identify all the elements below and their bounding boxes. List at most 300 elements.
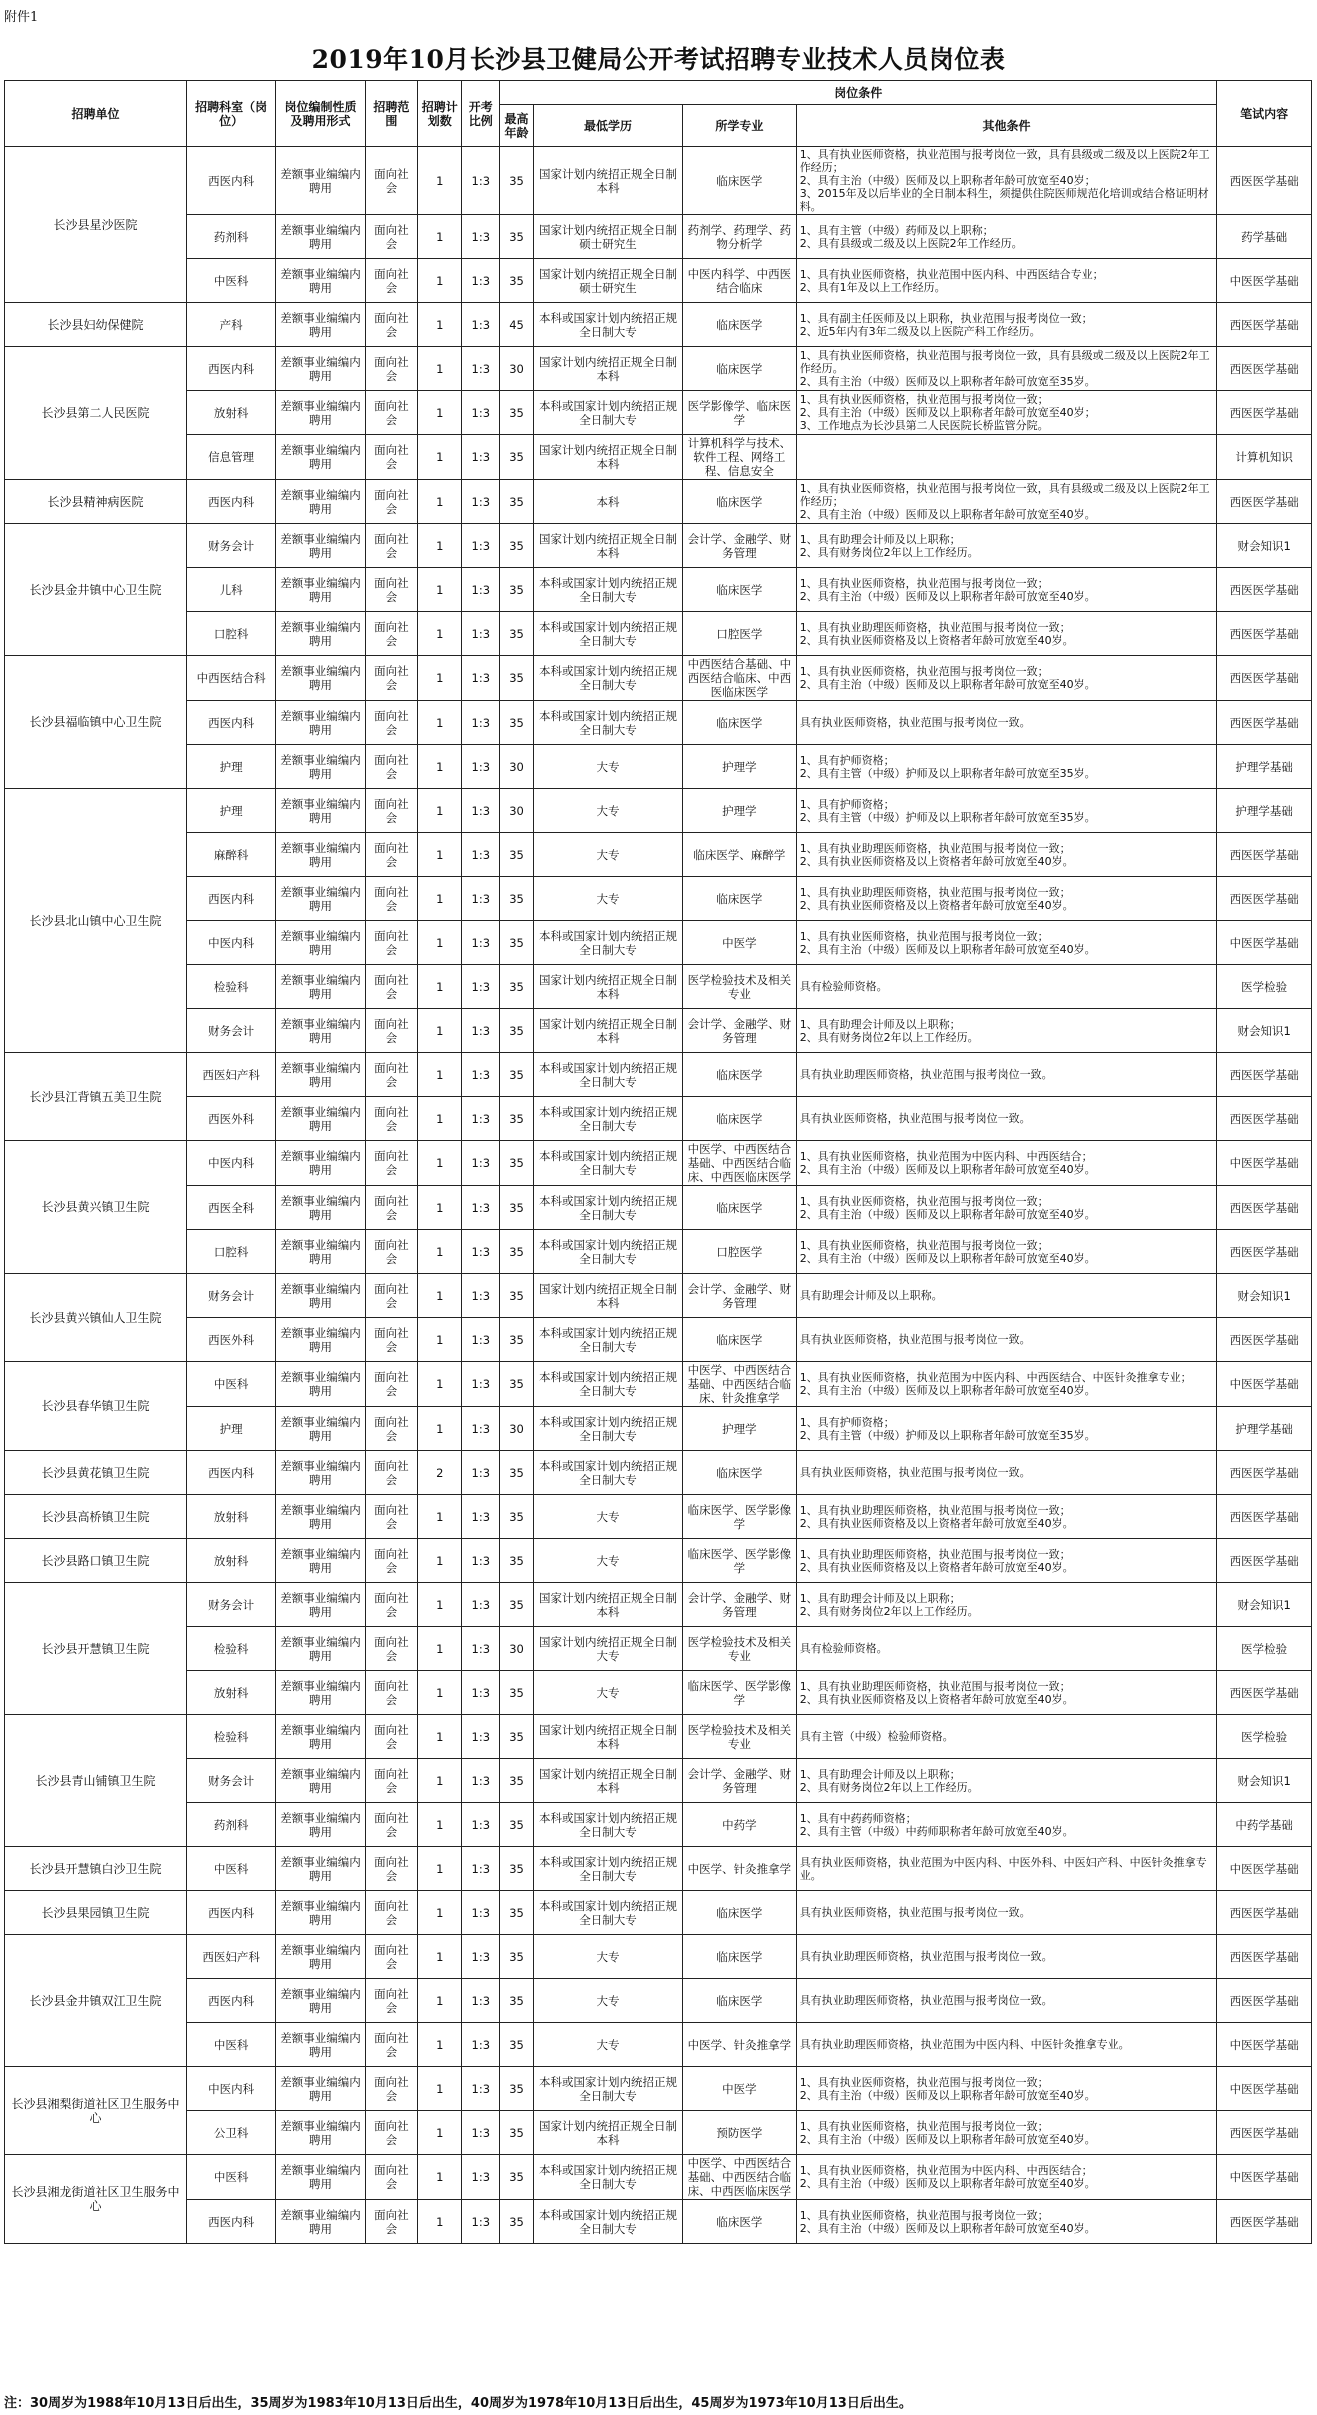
- unit-cell: 长沙县金井镇双江卫生院: [5, 1935, 187, 2067]
- header-staffing: 岗位编制性质及聘用形式: [276, 81, 365, 147]
- other-cell: 具有主管（中级）检验师资格。: [796, 1715, 1217, 1759]
- table-row: [5, 833, 1312, 877]
- age-cell: 35: [500, 1230, 534, 1274]
- dept-cell: 中医科: [186, 1847, 275, 1891]
- major-cell: 医学检验技术及相关专业: [683, 965, 797, 1009]
- table-row: [5, 391, 1312, 435]
- plan-cell: 1: [418, 1935, 462, 1979]
- major-cell: 中西医结合基础、中西医结合临床、中西医临床医学: [683, 656, 797, 701]
- exam-cell: 财会知识1: [1217, 1009, 1312, 1053]
- major-cell: 护理学: [683, 1407, 797, 1451]
- unit-cell: 长沙县黄花镇卫生院: [5, 1451, 187, 1495]
- ratio-cell: 1:3: [462, 2200, 500, 2244]
- plan-cell: 1: [418, 1627, 462, 1671]
- age-cell: 35: [500, 568, 534, 612]
- major-cell: 临床医学: [683, 701, 797, 745]
- education-cell: 国家计划内统招正规全日制本科: [533, 147, 682, 215]
- unit-cell: 长沙县黄兴镇卫生院: [5, 1141, 187, 1274]
- education-cell: 国家计划内统招正规全日制硕士研究生: [533, 259, 682, 303]
- table-row: [5, 701, 1312, 745]
- education-cell: 大专: [533, 1495, 682, 1539]
- age-cell: 35: [500, 921, 534, 965]
- scope-cell: 面向社会: [365, 1362, 418, 1407]
- ratio-cell: 1:3: [462, 1141, 500, 1186]
- age-cell: 35: [500, 2023, 534, 2067]
- education-cell: 本科或国家计划内统招正规全日制大专: [533, 1230, 682, 1274]
- scope-cell: 面向社会: [365, 1097, 418, 1141]
- scope-cell: 面向社会: [365, 568, 418, 612]
- major-cell: 会计学、金融学、财务管理: [683, 1583, 797, 1627]
- table-row: [5, 1318, 1312, 1362]
- ratio-cell: 1:3: [462, 745, 500, 789]
- staffing-cell: 差额事业编编内聘用: [276, 921, 365, 965]
- major-cell: 临床医学、医学影像学: [683, 1671, 797, 1715]
- other-cell: 1、具有执业医师资格，执业范围与报考岗位一致，具有县级或二级及以上医院2年工作经历。 2、具有主治（中级）医师及以上职称者年龄可放宽至35岁。: [796, 347, 1217, 391]
- ratio-cell: 1:3: [462, 1803, 500, 1847]
- table-row: [5, 789, 1312, 833]
- exam-cell: 西医医学基础: [1217, 833, 1312, 877]
- major-cell: 中医学、针灸推拿学: [683, 1847, 797, 1891]
- exam-cell: 中医医学基础: [1217, 1847, 1312, 1891]
- major-cell: 临床医学: [683, 1451, 797, 1495]
- ratio-cell: 1:3: [462, 568, 500, 612]
- unit-cell: 长沙县黄兴镇仙人卫生院: [5, 1274, 187, 1362]
- table-row: [5, 1097, 1312, 1141]
- other-cell: 1、具有执业医师资格，执业范围与报考岗位一致； 2、具有主治（中级）医师及以上职称者年龄可放宽至40岁。: [796, 921, 1217, 965]
- scope-cell: 面向社会: [365, 303, 418, 347]
- header-ratio: 开考比例: [462, 81, 500, 147]
- header-unit: 招聘单位: [5, 81, 187, 147]
- scope-cell: 面向社会: [365, 2067, 418, 2111]
- staffing-cell: 差额事业编编内聘用: [276, 1935, 365, 1979]
- ratio-cell: 1:3: [462, 965, 500, 1009]
- staffing-cell: 差额事业编编内聘用: [276, 745, 365, 789]
- table-body: [5, 147, 1312, 2244]
- attachment-label: 附件1: [4, 10, 39, 25]
- scope-cell: 面向社会: [365, 1891, 418, 1935]
- table-row: [5, 1715, 1312, 1759]
- major-cell: 临床医学、医学影像学: [683, 1539, 797, 1583]
- ratio-cell: 1:3: [462, 1407, 500, 1451]
- ratio-cell: 1:3: [462, 701, 500, 745]
- age-cell: 35: [500, 2155, 534, 2200]
- staffing-cell: 差额事业编编内聘用: [276, 391, 365, 435]
- other-cell: 1、具有执业助理医师资格，执业范围与报考岗位一致； 2、具有执业医师资格及以上资格者年龄可放宽至40岁。: [796, 1495, 1217, 1539]
- other-cell: 1、具有中药药师资格； 2、具有主管（中级）中药师职称者年龄可放宽至40岁。: [796, 1803, 1217, 1847]
- staffing-cell: 差额事业编编内聘用: [276, 1009, 365, 1053]
- age-cell: 45: [500, 303, 534, 347]
- major-cell: 临床医学: [683, 1186, 797, 1230]
- dept-cell: 中医科: [186, 2023, 275, 2067]
- age-cell: 35: [500, 2067, 534, 2111]
- education-cell: 大专: [533, 1671, 682, 1715]
- exam-cell: 护理学基础: [1217, 789, 1312, 833]
- staffing-cell: 差额事业编编内聘用: [276, 789, 365, 833]
- ratio-cell: 1:3: [462, 921, 500, 965]
- age-cell: 35: [500, 2111, 534, 2155]
- education-cell: 本科或国家计划内统招正规全日制大专: [533, 1362, 682, 1407]
- exam-cell: 西医医学基础: [1217, 147, 1312, 215]
- scope-cell: 面向社会: [365, 1935, 418, 1979]
- other-cell: 具有检验师资格。: [796, 1627, 1217, 1671]
- ratio-cell: 1:3: [462, 1186, 500, 1230]
- major-cell: 中药学: [683, 1803, 797, 1847]
- other-cell: 1、具有执业医师资格，执业范围与报考岗位一致； 2、具有主治（中级）医师及以上职称者年龄可放宽至40岁。: [796, 1230, 1217, 1274]
- age-cell: 35: [500, 1759, 534, 1803]
- plan-cell: 1: [418, 259, 462, 303]
- staffing-cell: 差额事业编编内聘用: [276, 1097, 365, 1141]
- other-cell: 1、具有执业医师资格，执业范围与报考岗位一致； 2、具有主治（中级）医师及以上职称者年龄可放宽至40岁； 3、工作地点为长沙县第二人民医院长桥监管分院。: [796, 391, 1217, 435]
- age-cell: 35: [500, 215, 534, 259]
- dept-cell: 西医内科: [186, 877, 275, 921]
- education-cell: 大专: [533, 789, 682, 833]
- ratio-cell: 1:3: [462, 1230, 500, 1274]
- age-cell: 35: [500, 965, 534, 1009]
- plan-cell: 1: [418, 1274, 462, 1318]
- education-cell: 大专: [533, 2023, 682, 2067]
- dept-cell: 护理: [186, 745, 275, 789]
- education-cell: 国家计划内统招正规全日制大专: [533, 1627, 682, 1671]
- exam-cell: 西医医学基础: [1217, 2111, 1312, 2155]
- dept-cell: 西医全科: [186, 1186, 275, 1230]
- scope-cell: 面向社会: [365, 877, 418, 921]
- table-row: [5, 347, 1312, 391]
- age-cell: 35: [500, 1186, 534, 1230]
- scope-cell: 面向社会: [365, 524, 418, 568]
- unit-cell: 长沙县北山镇中心卫生院: [5, 789, 187, 1053]
- major-cell: 口腔医学: [683, 1230, 797, 1274]
- dept-cell: 检验科: [186, 1715, 275, 1759]
- table-row: [5, 1362, 1312, 1407]
- plan-cell: 1: [418, 1053, 462, 1097]
- age-cell: 30: [500, 1627, 534, 1671]
- dept-cell: 检验科: [186, 965, 275, 1009]
- ratio-cell: 1:3: [462, 1759, 500, 1803]
- major-cell: 医学影像学、临床医学: [683, 391, 797, 435]
- staffing-cell: 差额事业编编内聘用: [276, 965, 365, 1009]
- exam-cell: 中医医学基础: [1217, 2155, 1312, 2200]
- table-row: [5, 1671, 1312, 1715]
- scope-cell: 面向社会: [365, 921, 418, 965]
- scope-cell: 面向社会: [365, 745, 418, 789]
- major-cell: 会计学、金融学、财务管理: [683, 524, 797, 568]
- major-cell: 护理学: [683, 789, 797, 833]
- footnote: 注：30周岁为1988年10月13日后出生，35周岁为1983年10月13日后出生，40周岁为1978年10月13日后出生，45周岁为1973年10月13日后出生。: [4, 2396, 912, 2411]
- unit-cell: 长沙县江背镇五美卫生院: [5, 1053, 187, 1141]
- table-row: [5, 568, 1312, 612]
- scope-cell: 面向社会: [365, 1759, 418, 1803]
- scope-cell: 面向社会: [365, 1186, 418, 1230]
- dept-cell: 公卫科: [186, 2111, 275, 2155]
- major-cell: 口腔医学: [683, 612, 797, 656]
- major-cell: 临床医学: [683, 1891, 797, 1935]
- dept-cell: 中医科: [186, 259, 275, 303]
- unit-cell: 长沙县第二人民医院: [5, 347, 187, 480]
- plan-cell: 1: [418, 2067, 462, 2111]
- plan-cell: 1: [418, 1186, 462, 1230]
- unit-cell: 长沙县妇幼保健院: [5, 303, 187, 347]
- age-cell: 35: [500, 1009, 534, 1053]
- plan-cell: 1: [418, 656, 462, 701]
- table-row: [5, 877, 1312, 921]
- major-cell: 医学检验技术及相关专业: [683, 1715, 797, 1759]
- table-row: [5, 2111, 1312, 2155]
- exam-cell: 西医医学基础: [1217, 391, 1312, 435]
- plan-cell: 1: [418, 147, 462, 215]
- major-cell: 临床医学、麻醉学: [683, 833, 797, 877]
- education-cell: 本科或国家计划内统招正规全日制大专: [533, 2067, 682, 2111]
- education-cell: 国家计划内统招正规全日制本科: [533, 524, 682, 568]
- major-cell: 药剂学、药理学、药物分析学: [683, 215, 797, 259]
- exam-cell: 财会知识1: [1217, 1759, 1312, 1803]
- staffing-cell: 差额事业编编内聘用: [276, 1759, 365, 1803]
- table-row: [5, 965, 1312, 1009]
- major-cell: 中医学、中西医结合基础、中西医结合临床、中西医临床医学: [683, 2155, 797, 2200]
- plan-cell: 1: [418, 215, 462, 259]
- major-cell: 会计学、金融学、财务管理: [683, 1009, 797, 1053]
- unit-cell: 长沙县开慧镇卫生院: [5, 1583, 187, 1715]
- staffing-cell: 差额事业编编内聘用: [276, 480, 365, 524]
- scope-cell: 面向社会: [365, 1230, 418, 1274]
- scope-cell: 面向社会: [365, 480, 418, 524]
- dept-cell: 护理: [186, 789, 275, 833]
- education-cell: 本科或国家计划内统招正规全日制大专: [533, 1847, 682, 1891]
- scope-cell: 面向社会: [365, 1539, 418, 1583]
- exam-cell: 西医医学基础: [1217, 480, 1312, 524]
- scope-cell: 面向社会: [365, 347, 418, 391]
- major-cell: 计算机科学与技术、软件工程、网络工程、信息安全: [683, 435, 797, 480]
- education-cell: 国家计划内统招正规全日制本科: [533, 347, 682, 391]
- other-cell: 1、具有执业医师资格，执业范围中医内科、中西医结合专业； 2、具有1年及以上工作经历。: [796, 259, 1217, 303]
- ratio-cell: 1:3: [462, 1979, 500, 2023]
- staffing-cell: 差额事业编编内聘用: [276, 303, 365, 347]
- unit-cell: 长沙县高桥镇卫生院: [5, 1495, 187, 1539]
- dept-cell: 检验科: [186, 1627, 275, 1671]
- plan-cell: 1: [418, 1362, 462, 1407]
- scope-cell: 面向社会: [365, 1979, 418, 2023]
- staffing-cell: 差额事业编编内聘用: [276, 1539, 365, 1583]
- education-cell: 本科或国家计划内统招正规全日制大专: [533, 1891, 682, 1935]
- other-cell: 1、具有执业医师资格，执业范围与报考岗位一致； 2、具有主治（中级）医师及以上职称者年龄可放宽至40岁。: [796, 656, 1217, 701]
- age-cell: 35: [500, 259, 534, 303]
- table-row: [5, 2200, 1312, 2244]
- other-cell: 1、具有主管（中级）药师及以上职称； 2、具有县级或二级及以上医院2年工作经历。: [796, 215, 1217, 259]
- education-cell: 本科或国家计划内统招正规全日制大专: [533, 1407, 682, 1451]
- plan-cell: 1: [418, 1009, 462, 1053]
- plan-cell: 1: [418, 833, 462, 877]
- ratio-cell: 1:3: [462, 147, 500, 215]
- exam-cell: 西医医学基础: [1217, 1979, 1312, 2023]
- education-cell: 大专: [533, 877, 682, 921]
- dept-cell: 放射科: [186, 1539, 275, 1583]
- ratio-cell: 1:3: [462, 1539, 500, 1583]
- plan-cell: 1: [418, 1671, 462, 1715]
- table-row: [5, 1407, 1312, 1451]
- exam-cell: 财会知识1: [1217, 1583, 1312, 1627]
- scope-cell: 面向社会: [365, 259, 418, 303]
- major-cell: 预防医学: [683, 2111, 797, 2155]
- age-cell: 35: [500, 1451, 534, 1495]
- other-cell: 1、具有护师资格； 2、具有主管（中级）护师及以上职称者年龄可放宽至35岁。: [796, 745, 1217, 789]
- age-cell: 35: [500, 1495, 534, 1539]
- plan-cell: 1: [418, 701, 462, 745]
- major-cell: 临床医学: [683, 480, 797, 524]
- other-cell: 1、具有执业助理医师资格，执业范围与报考岗位一致； 2、具有执业医师资格及以上资格者年龄可放宽至40岁。: [796, 1539, 1217, 1583]
- ratio-cell: 1:3: [462, 656, 500, 701]
- dept-cell: 护理: [186, 1407, 275, 1451]
- table-row: [5, 303, 1312, 347]
- education-cell: 本科或国家计划内统招正规全日制大专: [533, 656, 682, 701]
- major-cell: 医学检验技术及相关专业: [683, 1627, 797, 1671]
- scope-cell: 面向社会: [365, 147, 418, 215]
- scope-cell: 面向社会: [365, 391, 418, 435]
- dept-cell: 西医内科: [186, 147, 275, 215]
- table-row: [5, 1979, 1312, 2023]
- plan-cell: 1: [418, 568, 462, 612]
- other-cell: 1、具有执业医师资格，执业范围与报考岗位一致； 2、具有主治（中级）医师及以上职称者年龄可放宽至40岁。: [796, 2200, 1217, 2244]
- staffing-cell: 差额事业编编内聘用: [276, 1671, 365, 1715]
- scope-cell: 面向社会: [365, 1803, 418, 1847]
- table-row: [5, 435, 1312, 480]
- exam-cell: 中医医学基础: [1217, 259, 1312, 303]
- staffing-cell: 差额事业编编内聘用: [276, 1451, 365, 1495]
- ratio-cell: 1:3: [462, 215, 500, 259]
- exam-cell: 西医医学基础: [1217, 1935, 1312, 1979]
- major-cell: 临床医学: [683, 303, 797, 347]
- scope-cell: 面向社会: [365, 833, 418, 877]
- scope-cell: 面向社会: [365, 1274, 418, 1318]
- education-cell: 本科或国家计划内统招正规全日制大专: [533, 1451, 682, 1495]
- plan-cell: 1: [418, 789, 462, 833]
- staffing-cell: 差额事业编编内聘用: [276, 259, 365, 303]
- scope-cell: 面向社会: [365, 1451, 418, 1495]
- plan-cell: 1: [418, 1583, 462, 1627]
- other-cell: 1、具有执业医师资格，执业范围与报考岗位一致，具有县级或二级及以上医院2年工作经历； 2、具有主治（中级）医师及以上职称者年龄可放宽至40岁。: [796, 480, 1217, 524]
- unit-cell: 长沙县金井镇中心卫生院: [5, 524, 187, 656]
- other-cell: 1、具有执业医师资格，执业范围为中医内科、中西医结合； 2、具有主治（中级）医师及以上职称者年龄可放宽至40岁。: [796, 2155, 1217, 2200]
- ratio-cell: 1:3: [462, 1583, 500, 1627]
- plan-cell: 1: [418, 1141, 462, 1186]
- other-cell: 1、具有执业医师资格，执业范围与报考岗位一致； 2、具有主治（中级）医师及以上职称者年龄可放宽至40岁。: [796, 2067, 1217, 2111]
- exam-cell: 中医医学基础: [1217, 1362, 1312, 1407]
- staffing-cell: 差额事业编编内聘用: [276, 877, 365, 921]
- staffing-cell: 差额事业编编内聘用: [276, 701, 365, 745]
- other-cell: 1、具有执业助理医师资格，执业范围与报考岗位一致； 2、具有执业医师资格及以上资格者年龄可放宽至40岁。: [796, 877, 1217, 921]
- age-cell: 35: [500, 1539, 534, 1583]
- unit-cell: 长沙县果园镇卫生院: [5, 1891, 187, 1935]
- education-cell: 本科或国家计划内统招正规全日制大专: [533, 391, 682, 435]
- table-row: [5, 1539, 1312, 1583]
- ratio-cell: 1:3: [462, 303, 500, 347]
- education-cell: 国家计划内统招正规全日制本科: [533, 435, 682, 480]
- education-cell: 大专: [533, 1979, 682, 2023]
- staffing-cell: 差额事业编编内聘用: [276, 1407, 365, 1451]
- age-cell: 30: [500, 745, 534, 789]
- plan-cell: 1: [418, 965, 462, 1009]
- table-row: [5, 1583, 1312, 1627]
- dept-cell: 中医内科: [186, 2067, 275, 2111]
- major-cell: 临床医学: [683, 1935, 797, 1979]
- table-row: [5, 745, 1312, 789]
- header-major: 所学专业: [683, 105, 797, 147]
- other-cell: 具有执业助理医师资格，执业范围与报考岗位一致。: [796, 1053, 1217, 1097]
- ratio-cell: 1:3: [462, 259, 500, 303]
- education-cell: 本科或国家计划内统招正规全日制大专: [533, 568, 682, 612]
- ratio-cell: 1:3: [462, 1318, 500, 1362]
- age-cell: 35: [500, 1274, 534, 1318]
- ratio-cell: 1:3: [462, 347, 500, 391]
- scope-cell: 面向社会: [365, 1053, 418, 1097]
- exam-cell: 计算机知识: [1217, 435, 1312, 480]
- staffing-cell: 差额事业编编内聘用: [276, 1230, 365, 1274]
- plan-cell: 1: [418, 1230, 462, 1274]
- dept-cell: 中西医结合科: [186, 656, 275, 701]
- major-cell: 中医学: [683, 2067, 797, 2111]
- dept-cell: 放射科: [186, 1671, 275, 1715]
- other-cell: 具有执业医师资格，执业范围与报考岗位一致。: [796, 1318, 1217, 1362]
- education-cell: 国家计划内统招正规全日制本科: [533, 1009, 682, 1053]
- staffing-cell: 差额事业编编内聘用: [276, 1495, 365, 1539]
- table-row: [5, 1891, 1312, 1935]
- plan-cell: 1: [418, 435, 462, 480]
- other-cell: 具有执业医师资格，执业范围与报考岗位一致。: [796, 1097, 1217, 1141]
- major-cell: 临床医学: [683, 147, 797, 215]
- ratio-cell: 1:3: [462, 1627, 500, 1671]
- education-cell: 国家计划内统招正规全日制本科: [533, 1759, 682, 1803]
- table-row: [5, 215, 1312, 259]
- education-cell: 国家计划内统招正规全日制本科: [533, 965, 682, 1009]
- other-cell: 1、具有执业医师资格，执业范围与报考岗位一致； 2、具有主治（中级）医师及以上职称者年龄可放宽至40岁。: [796, 2111, 1217, 2155]
- unit-cell: 长沙县精神病医院: [5, 480, 187, 524]
- other-cell: 1、具有助理会计师及以上职称； 2、具有财务岗位2年以上工作经历。: [796, 1583, 1217, 1627]
- plan-cell: 1: [418, 1803, 462, 1847]
- exam-cell: 财会知识1: [1217, 1274, 1312, 1318]
- ratio-cell: 1:3: [462, 2111, 500, 2155]
- other-cell: 1、具有执业医师资格，执业范围与报考岗位一致； 2、具有主治（中级）医师及以上职称者年龄可放宽至40岁。: [796, 1186, 1217, 1230]
- other-cell: 具有执业医师资格，执业范围与报考岗位一致。: [796, 1451, 1217, 1495]
- major-cell: 中医学、中西医结合基础、中西医结合临床、针灸推拿学: [683, 1362, 797, 1407]
- staffing-cell: 差额事业编编内聘用: [276, 2023, 365, 2067]
- plan-cell: 1: [418, 745, 462, 789]
- plan-cell: 1: [418, 1318, 462, 1362]
- age-cell: 35: [500, 1053, 534, 1097]
- plan-cell: 1: [418, 2200, 462, 2244]
- age-cell: 35: [500, 1715, 534, 1759]
- staffing-cell: 差额事业编编内聘用: [276, 147, 365, 215]
- education-cell: 本科或国家计划内统招正规全日制大专: [533, 303, 682, 347]
- age-cell: 30: [500, 1407, 534, 1451]
- other-cell: 1、具有执业医师资格，执业范围与报考岗位一致； 2、具有主治（中级）医师及以上职称者年龄可放宽至40岁。: [796, 568, 1217, 612]
- age-cell: 35: [500, 1847, 534, 1891]
- major-cell: 临床医学、医学影像学: [683, 1495, 797, 1539]
- major-cell: 临床医学: [683, 1053, 797, 1097]
- dept-cell: 中医科: [186, 1362, 275, 1407]
- major-cell: 临床医学: [683, 1097, 797, 1141]
- dept-cell: 西医内科: [186, 1891, 275, 1935]
- major-cell: 护理学: [683, 745, 797, 789]
- education-cell: 国家计划内统招正规全日制硕士研究生: [533, 215, 682, 259]
- table-row: [5, 612, 1312, 656]
- other-cell: 1、具有副主任医师及以上职称，执业范围与报考岗位一致； 2、近5年内有3年二级及以上医院产科工作经历。: [796, 303, 1217, 347]
- exam-cell: 药学基础: [1217, 215, 1312, 259]
- education-cell: 国家计划内统招正规全日制本科: [533, 2111, 682, 2155]
- table-row: [5, 656, 1312, 701]
- staffing-cell: 差额事业编编内聘用: [276, 435, 365, 480]
- table-row: [5, 1009, 1312, 1053]
- staffing-cell: 差额事业编编内聘用: [276, 1891, 365, 1935]
- exam-cell: 西医医学基础: [1217, 1495, 1312, 1539]
- other-cell: 1、具有助理会计师及以上职称； 2、具有财务岗位2年以上工作经历。: [796, 1009, 1217, 1053]
